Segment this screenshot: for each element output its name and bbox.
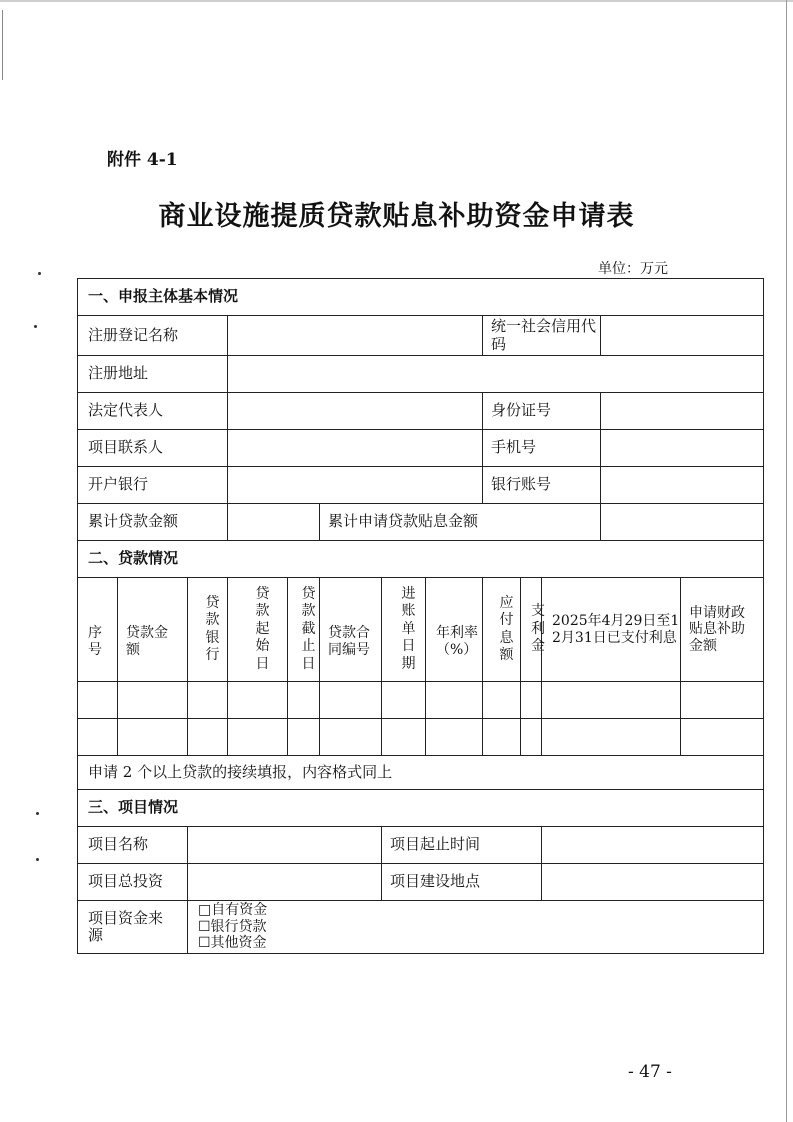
loan-cell[interactable] <box>228 682 288 719</box>
section3-header: 三、项目情况 <box>78 790 764 827</box>
scan-speck <box>36 858 39 861</box>
loan-cell[interactable] <box>681 682 764 719</box>
loan-cell[interactable] <box>483 719 521 756</box>
project-period-label: 项目起止时间 <box>382 827 542 864</box>
legal-rep-label: 法定代表人 <box>78 393 228 430</box>
account-label: 银行账号 <box>483 467 601 504</box>
scan-left-mark <box>2 10 3 80</box>
contact-label: 项目联系人 <box>78 430 228 467</box>
col-contract-no: 贷款合同编号 <box>320 578 382 682</box>
loan-cell[interactable] <box>521 719 542 756</box>
registered-name-label: 注册登记名称 <box>78 316 228 356</box>
loan-cell[interactable] <box>320 682 382 719</box>
phone-label: 手机号 <box>483 430 601 467</box>
loan-row <box>78 719 764 756</box>
other-funds-checkbox[interactable]: ☐其他资金 <box>198 935 267 952</box>
total-loan-label: 累计贷款金额 <box>78 504 228 541</box>
bank-label: 开户银行 <box>78 467 228 504</box>
loan-cell[interactable] <box>521 682 542 719</box>
page-number: - 47 - <box>628 1062 672 1082</box>
loan-cell[interactable] <box>288 719 320 756</box>
col-interest-paid: 支利金 <box>521 578 542 682</box>
funding-source-label: 项目资金来源 <box>78 901 188 954</box>
project-name-field[interactable] <box>188 827 382 864</box>
scan-speck <box>34 325 37 328</box>
phone-field[interactable] <box>601 430 764 467</box>
col-end-date: 贷款截止日 <box>288 578 320 682</box>
section2-header: 二、贷款情况 <box>78 541 764 578</box>
loan-cell[interactable] <box>426 719 483 756</box>
col-annual-rate: 年利率（%） <box>426 578 483 682</box>
registered-name-field[interactable] <box>228 316 483 356</box>
address-field[interactable] <box>228 356 764 393</box>
col-paid-interest-period: 2025年4月29日至12月31日已支付利息 <box>542 578 681 682</box>
bank-loan-checkbox[interactable]: ☐银行贷款 <box>198 918 267 935</box>
credit-code-field[interactable] <box>601 316 764 356</box>
continuation-note: 申请 2 个以上贷款的接续填报，内容格式同上 <box>78 756 764 790</box>
loan-cell[interactable] <box>382 719 426 756</box>
loan-cell[interactable] <box>542 719 681 756</box>
loan-cell[interactable] <box>288 682 320 719</box>
location-field[interactable] <box>542 864 764 901</box>
id-number-field[interactable] <box>601 393 764 430</box>
scan-top-edge <box>0 0 793 2</box>
id-number-label: 身份证号 <box>483 393 601 430</box>
scan-right-edge <box>786 0 787 1122</box>
unit-label: 单位：万元 <box>598 261 668 277</box>
loan-cell[interactable] <box>382 682 426 719</box>
col-loan-bank: 贷款银行 <box>188 578 228 682</box>
bank-field[interactable] <box>228 467 483 504</box>
section1-header: 一、申报主体基本情况 <box>78 279 764 316</box>
loan-cell[interactable] <box>483 682 521 719</box>
location-label: 项目建设地点 <box>382 864 542 901</box>
credit-code-label: 统一社会信用代码 <box>483 316 601 356</box>
col-arrival-date: 进账单日期 <box>382 578 426 682</box>
loan-cell[interactable] <box>681 719 764 756</box>
page-title: 商业设施提质贷款贴息补助资金申请表 <box>158 201 635 232</box>
funding-source-options <box>188 901 764 954</box>
address-label: 注册地址 <box>78 356 228 393</box>
loan-cell[interactable] <box>78 719 118 756</box>
loan-cell[interactable] <box>118 719 188 756</box>
total-subsidy-field[interactable] <box>601 504 764 541</box>
loan-cell[interactable] <box>542 682 681 719</box>
project-period-field[interactable] <box>542 827 764 864</box>
contact-field[interactable] <box>228 430 483 467</box>
col-subsidy-requested: 申请财政贴息补助金额 <box>681 578 764 682</box>
total-loan-field[interactable] <box>228 504 320 541</box>
scan-speck <box>36 812 39 815</box>
col-loan-amount: 贷款金额 <box>118 578 188 682</box>
application-form-table <box>77 278 764 954</box>
total-investment-field[interactable] <box>188 864 382 901</box>
col-start-date: 贷款起始日 <box>228 578 288 682</box>
account-field[interactable] <box>601 467 764 504</box>
loan-cell[interactable] <box>228 719 288 756</box>
loan-cell[interactable] <box>78 682 118 719</box>
loan-cell[interactable] <box>320 719 382 756</box>
scan-speck <box>38 272 41 275</box>
loan-cell[interactable] <box>426 682 483 719</box>
total-subsidy-label: 累计申请贷款贴息金额 <box>320 504 601 541</box>
annex-label: 附件 4-1 <box>107 150 178 170</box>
project-name-label: 项目名称 <box>78 827 188 864</box>
total-investment-label: 项目总投资 <box>78 864 188 901</box>
loan-cell[interactable] <box>118 682 188 719</box>
own-funds-checkbox[interactable]: □自有资金 <box>198 901 268 918</box>
legal-rep-field[interactable] <box>228 393 483 430</box>
loan-row <box>78 682 764 719</box>
col-seq: 序号 <box>78 578 118 682</box>
loan-cell[interactable] <box>188 719 228 756</box>
loan-cell[interactable] <box>188 682 228 719</box>
col-interest-due: 应付息额 <box>483 578 521 682</box>
